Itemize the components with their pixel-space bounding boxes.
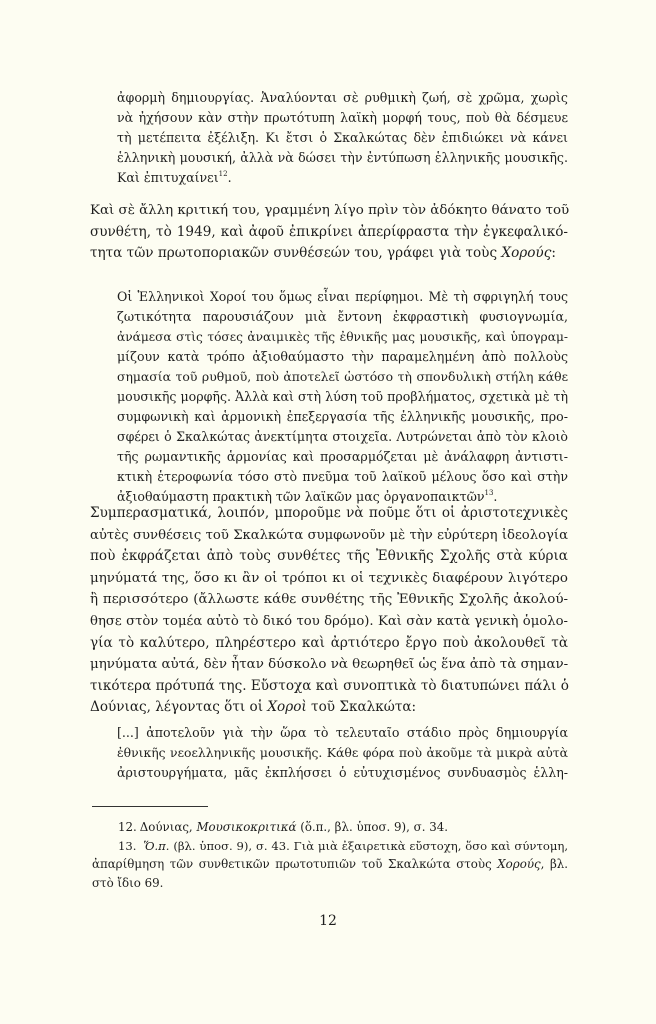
block-quote-dounias (117, 723, 568, 783)
text-line (90, 697, 568, 719)
paragraph-intro-critique (90, 200, 568, 265)
text-segment: τητα τῶν πρωτοποριακῶν συνθέσεών του, γράφει γιὰ τοὺς (90, 245, 502, 262)
footnote-13-line-1 (92, 837, 568, 856)
text-line: σημασία τοῦ ρυθμοῦ, ποὺ ἀποτελεῖ ὡστόσο τὴ σπονδυλικὴ στήλη κάθε (117, 369, 568, 384)
text-line (117, 168, 568, 188)
text-line: μηνύματά της, ὅσο κι ἂν οἱ τρόποι κι οἱ τεχνικὲς διαφέρουν λιγότερο (90, 570, 568, 586)
text-line: ἢ περισσότερο (ἄλλωστε κάθε συνθέτης τῆς Ἐθνικῆς Σχολῆς ἀκολού- (90, 592, 568, 608)
text-line: Οἱ Ἑλληνικοὶ Χοροί του ὅμως εἶναι περίφημοι. Μὲ τὴ σφριγηλή τους (117, 289, 568, 304)
footnote-number: 12. (118, 820, 137, 834)
text-line: κτικὴ ἑτεροφωνία τόσο στὸ πνεῦμα τοῦ λαϊκοῦ μέλους ὅσο καὶ στὴν (117, 469, 568, 484)
text-line: συνθέτη, τὸ 1949, καὶ ἀφοῦ ἐπικρίνει ἀπερίφραστα τὴν ἐγκεφαλικό- (90, 223, 568, 240)
italic-title: Μουσικοκριτικά (196, 820, 297, 834)
text-line: μουσικῆς μορφῆς. Ἀλλὰ καὶ στὴ λύση τοῦ προβλήματος, σχετικὰ μὲ τὴ (117, 389, 568, 404)
text-segment: (βλ. ὑποσ. 9), σ. 43. Γιὰ μιὰ ἐξαιρετικὰ εὔστοχη, ὅσο καὶ σύντομη, (169, 838, 569, 853)
footnote-ref-12[interactable]: 12 (218, 170, 228, 178)
text-segment: Καὶ ἐπιτυχαίνει (117, 170, 219, 185)
text-line: τῆς ρωμαντικῆς ἁρμονίας καὶ προσαρμόζεται μὲ ἀνάλαφρη ἀντιστι- (117, 449, 568, 464)
text-segment: . (493, 489, 498, 504)
italic-abbrev: Ὅ.π. (143, 838, 170, 853)
text-line: ἀριστουργήματα, μᾶς ἐκπλήσσει ὁ εὐτυχισμένος συνδυασμὸς ἑλλη- (117, 765, 568, 780)
text-segment: , βλ. (540, 857, 568, 872)
text-line: νὰ ἠχήσουν κὰν στὴν πρωτότυπη λαϊκὴ μορφή τους, ποὺ θὰ δέσμευε (117, 110, 568, 125)
text-segment: ἀπαρίθμηση τῶν συνθετικῶν πρωτοτυπιῶν τοῦ Σκαλκώτα στοὺς (92, 857, 498, 872)
italic-title: Χοροὶ (267, 699, 307, 716)
block-quote-greek-dances (117, 287, 568, 507)
footnote-ref-13[interactable]: 13 (484, 489, 494, 497)
footnote-divider (92, 806, 208, 807)
text-line: σφέρει ὁ Σκαλκώτας ἀνεκτίμητα στοιχεῖα. Λυτρώνεται ἀπὸ τὸν κλοιὸ (117, 429, 568, 444)
text-segment: τοῦ Σκαλκώτα: (306, 699, 417, 716)
text-line: μίζουν κατὰ τρόπο ἀξιοθαύμαστο τὴν παραμελημένη ἀπὸ πολλοὺς (117, 349, 568, 364)
footnote-number: 13. (118, 838, 137, 853)
footnote-13-line-3: στὸ ἴδιο 69. (92, 875, 164, 890)
text-segment: ἀξιοθαύμαστη πρακτικὴ τῶν λαϊκῶν μας ὀργανοπαικτῶν (117, 489, 485, 504)
text-segment: . (227, 170, 232, 185)
page-number: 12 (319, 913, 337, 929)
text-segment: Δούνιας, (139, 820, 197, 834)
text-line: τὴ μετέπειτα ἐξέλιξη. Κι ἔτσι ὁ Σκαλκώτας δὲν ἐπιδιώκει νὰ κάνει (117, 130, 568, 145)
paragraph-conclusion (90, 503, 568, 719)
text-line: ἀφορμὴ δημιουργίας. Ἀναλύονται σὲ ρυθμικὴ ζωή, σὲ χρῶμα, χωρὶς (117, 90, 568, 105)
text-line: ζωτικότητα παρουσιάζουν μιὰ ἔντονη ἐκφραστικὴ φυσιογνωμία, (117, 309, 568, 324)
footnotes (92, 818, 568, 892)
block-quote-continuation (117, 88, 568, 188)
text-line: ποὺ ἐκφράζεται ἀπὸ τοὺς συνθέτες τῆς Ἐθνικῆς Σχολῆς στὰ κύρια (90, 548, 568, 565)
text-line: ἐθνικῆς νεοελληνικῆς μουσικῆς. Κάθε φόρα ποὺ ἀκοῦμε τὰ μικρὰ αὐτὰ (117, 745, 568, 760)
text-segment: (ὅ.π., βλ. ὑποσ. 9), σ. 34. (296, 820, 448, 834)
text-line: ἑλληνικὴ μουσική, ἀλλὰ νὰ δώσει τὴν ἐντύπωση ἑλληνικῆς μουσικῆς. (117, 150, 568, 165)
text-segment: Δούνιας, λέγοντας ὅτι οἱ (90, 699, 268, 716)
text-line: μηνύματα αὐτά, δὲν ἦταν δύσκολο νὰ θεωρηθεῖ ὡς ἕνα ἀπὸ τὰ σημαν- (90, 657, 569, 673)
italic-title: Χορούς (497, 857, 541, 872)
text-line: Καὶ σὲ ἄλλη κριτική του, γραμμένη λίγο πρὶν τὸν ἀδόκητο θάνατο τοῦ (90, 203, 570, 218)
footnote-13-line-2 (92, 855, 568, 874)
italic-title: Χορούς (501, 245, 552, 262)
footnote-12 (92, 818, 568, 837)
text-line: [...] ἀποτελοῦν γιὰ τὴν ὥρα τὸ τελευταῖο στάδιο πρὸς δημιουργία (117, 725, 568, 740)
text-line (90, 243, 568, 265)
text-line: γία τὸ καλύτερο, πληρέστερο καὶ ἀρτιότερο ἔργο ποὺ ἀκολουθεῖ τὰ (90, 634, 568, 651)
text-line: ἀνάμεσα στὶς τόσες ἀναιμικὲς τῆς ἐθνικῆς μας μουσικῆς, καὶ ὑπογραμ- (117, 330, 568, 344)
text-line: θησε στὸν τομέα αὐτὸ τὸ δικό του δρόμο). Καὶ σὰν κατὰ γενικὴ ὁμολο- (90, 613, 568, 629)
text-line: τικότερα πρότυπά της. Εὔστοχα καὶ συνοπτικὰ τὸ διατυπώνει πάλι ὁ (90, 677, 569, 694)
text-line: συμφωνικὴ καὶ ἁρμονικὴ ἐπεξεργασία τῆς ἑλληνικῆς μουσικῆς, προ- (117, 409, 568, 424)
text-line: Συμπερασματικά, λοιπόν, μποροῦμε νὰ ποῦμε ὅτι οἱ ἀριστοτεχνικὲς (90, 505, 568, 521)
text-line: αὐτὲς συνθέσεις τοῦ Σκαλκώτα συμφωνοῦν μὲ τὴν εὐρύτερη ἰδεολογία (90, 527, 568, 543)
text-segment: : (551, 245, 556, 262)
